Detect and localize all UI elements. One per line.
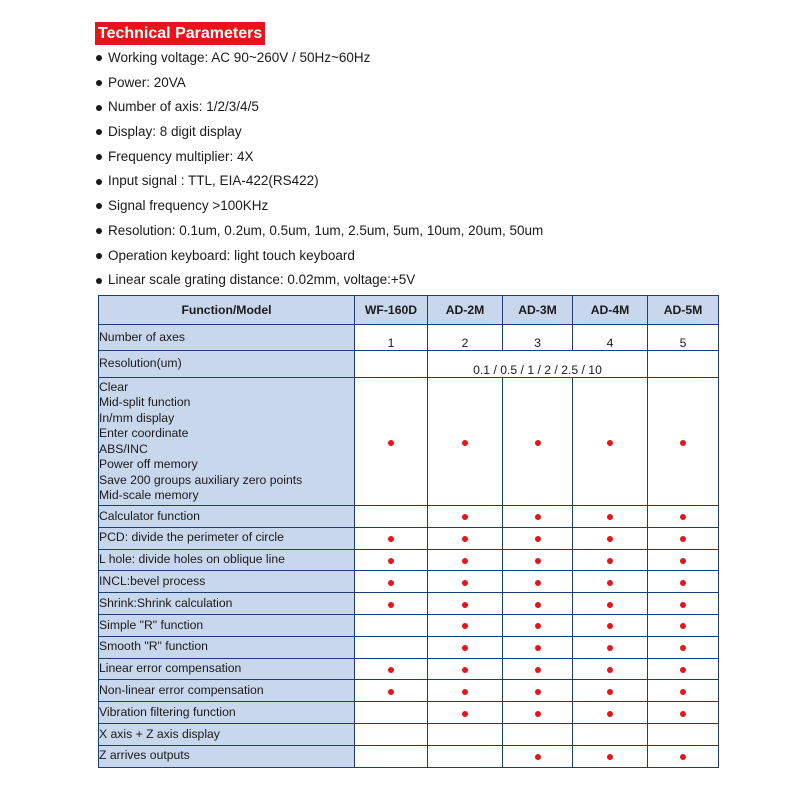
parameter-item (96, 95, 543, 120)
support-cell (355, 614, 428, 636)
row-label: PCD: divide the perimeter of circle (99, 527, 355, 549)
row-label: Smooth "R" function (99, 636, 355, 658)
supported-dot-icon (607, 580, 613, 586)
support-cell (503, 680, 573, 702)
support-cell (648, 680, 719, 702)
support-cell (573, 680, 648, 702)
basic-function-item: ABS/INC (99, 441, 148, 456)
support-cell (648, 614, 719, 636)
supported-dot-icon (462, 711, 468, 717)
supported-dot-icon (535, 558, 541, 564)
support-cell (428, 614, 503, 636)
supported-dot-icon (535, 754, 541, 760)
support-cell (648, 527, 719, 549)
table-header-row (99, 296, 719, 325)
supported-dot-icon (535, 645, 541, 651)
support-cell (503, 658, 573, 680)
bullet-icon (96, 228, 102, 234)
supported-dot-icon (535, 580, 541, 586)
table-row (99, 658, 719, 680)
supported-dot-icon (607, 754, 613, 760)
parameter-text: Input signal : TTL, EIA-422(RS422) (108, 173, 319, 189)
supported-dot-icon (462, 645, 468, 651)
support-cell (503, 527, 573, 549)
support-cell (503, 745, 573, 767)
supported-dot-icon (680, 689, 686, 695)
table-row (99, 571, 719, 593)
basic-functions-label (99, 378, 355, 506)
header-model: AD-2M (428, 296, 503, 325)
support-cell (428, 378, 503, 506)
supported-dot-icon (535, 536, 541, 542)
basic-function-item: Mid-scale memory (99, 488, 199, 502)
support-cell (355, 378, 428, 506)
support-cell (355, 658, 428, 680)
supported-dot-icon (680, 558, 686, 564)
row-label: L hole: divide holes on oblique line (99, 549, 355, 571)
supported-dot-icon (388, 440, 394, 446)
support-cell (503, 702, 573, 724)
support-cell (355, 506, 428, 528)
resolution-empty-cell (648, 351, 719, 378)
supported-dot-icon (388, 580, 394, 586)
supported-dot-icon (607, 711, 613, 717)
bullet-icon (96, 154, 102, 160)
supported-dot-icon (462, 536, 468, 542)
parameter-item (96, 268, 543, 293)
supported-dot-icon (680, 514, 686, 520)
supported-dot-icon (388, 667, 394, 673)
parameter-list (96, 46, 543, 293)
axes-value: 3 (503, 325, 573, 351)
support-cell (648, 571, 719, 593)
bullet-icon (96, 203, 102, 209)
support-cell (428, 702, 503, 724)
basic-function-item: Clear (99, 379, 129, 394)
row-label: Number of axes (99, 325, 355, 351)
parameter-text: Working voltage: AC 90~260V / 50Hz~60Hz (108, 50, 371, 65)
support-cell (503, 636, 573, 658)
support-cell (503, 506, 573, 528)
table-row-resolution (99, 351, 719, 378)
support-cell (573, 593, 648, 615)
bullet-icon (96, 55, 102, 61)
row-label: X axis + Z axis display (99, 723, 355, 745)
basic-function-item: Save 200 groups auxiliary zero points (99, 472, 303, 487)
support-cell (355, 723, 428, 745)
row-label: Linear error compensation (99, 658, 355, 680)
table-row (99, 723, 719, 745)
supported-dot-icon (462, 514, 468, 520)
table-row (99, 745, 719, 767)
parameter-item (96, 145, 543, 170)
support-cell (573, 506, 648, 528)
table-row (99, 702, 719, 724)
header-function-model: Function/Model (99, 296, 355, 325)
function-model-table (98, 295, 719, 768)
support-cell (503, 593, 573, 615)
supported-dot-icon (607, 558, 613, 564)
supported-dot-icon (680, 667, 686, 673)
supported-dot-icon (607, 667, 613, 673)
supported-dot-icon (388, 689, 394, 695)
parameter-text: Power: 20VA (108, 74, 186, 90)
table-row (99, 614, 719, 636)
support-cell (355, 702, 428, 724)
bullet-icon (96, 253, 102, 259)
section-title: Technical Parameters (95, 22, 265, 45)
table-row-basic-functions (99, 378, 719, 506)
supported-dot-icon (607, 623, 613, 629)
supported-dot-icon (607, 440, 613, 446)
supported-dot-icon (388, 558, 394, 564)
supported-dot-icon (607, 514, 613, 520)
support-cell (428, 636, 503, 658)
parameter-item (96, 120, 543, 145)
support-cell (428, 745, 503, 767)
supported-dot-icon (388, 602, 394, 608)
supported-dot-icon (680, 536, 686, 542)
resolution-empty-cell (355, 351, 428, 378)
supported-dot-icon (607, 602, 613, 608)
support-cell (648, 378, 719, 506)
support-cell (573, 745, 648, 767)
axes-value: 2 (428, 325, 503, 351)
row-label: Calculator function (99, 506, 355, 528)
support-cell (648, 636, 719, 658)
support-cell (648, 702, 719, 724)
support-cell (573, 614, 648, 636)
support-cell (573, 636, 648, 658)
axes-value: 4 (573, 325, 648, 351)
parameter-text: Number of axis: 1/2/3/4/5 (108, 99, 259, 115)
supported-dot-icon (462, 623, 468, 629)
table-row (99, 680, 719, 702)
bullet-icon (96, 105, 102, 111)
basic-function-item: In/mm display (99, 410, 175, 425)
supported-dot-icon (680, 440, 686, 446)
bullet-icon (96, 278, 102, 284)
bullet-icon (96, 80, 102, 86)
parameter-text: Operation keyboard: light touch keyboard (108, 247, 355, 263)
support-cell (573, 702, 648, 724)
row-label: Z arrives outputs (99, 745, 355, 767)
support-cell (648, 745, 719, 767)
row-label: Simple "R" function (99, 614, 355, 636)
row-label: Non-linear error compensation (99, 680, 355, 702)
support-cell (503, 723, 573, 745)
supported-dot-icon (680, 645, 686, 651)
supported-dot-icon (680, 711, 686, 717)
support-cell (428, 723, 503, 745)
support-cell (355, 745, 428, 767)
support-cell (648, 658, 719, 680)
supported-dot-icon (607, 689, 613, 695)
supported-dot-icon (535, 623, 541, 629)
support-cell (573, 723, 648, 745)
support-cell (428, 549, 503, 571)
row-label: Vibration filtering function (99, 702, 355, 724)
axes-value: 5 (648, 325, 719, 351)
table-row (99, 527, 719, 549)
header-model: AD-5M (648, 296, 719, 325)
support-cell (648, 549, 719, 571)
support-cell (503, 378, 573, 506)
supported-dot-icon (535, 514, 541, 520)
table-row (99, 593, 719, 615)
support-cell (573, 571, 648, 593)
supported-dot-icon (535, 689, 541, 695)
table-row (99, 549, 719, 571)
parameter-text: Signal frequency >100KHz (108, 198, 269, 214)
support-cell (573, 378, 648, 506)
support-cell (428, 527, 503, 549)
parameter-item (96, 244, 543, 269)
supported-dot-icon (462, 602, 468, 608)
table-row (99, 506, 719, 528)
axes-value: 1 (355, 325, 428, 351)
bullet-icon (96, 129, 102, 135)
supported-dot-icon (607, 536, 613, 542)
supported-dot-icon (535, 602, 541, 608)
support-cell (573, 549, 648, 571)
table-row (99, 636, 719, 658)
supported-dot-icon (462, 558, 468, 564)
supported-dot-icon (462, 689, 468, 695)
row-label: Shrink:Shrink calculation (99, 593, 355, 615)
basic-function-item: Power off memory (99, 457, 198, 471)
support-cell (355, 527, 428, 549)
parameter-item (96, 194, 543, 219)
header-model: AD-3M (503, 296, 573, 325)
support-cell (355, 571, 428, 593)
support-cell (355, 593, 428, 615)
support-cell (428, 658, 503, 680)
supported-dot-icon (462, 667, 468, 673)
support-cell (428, 506, 503, 528)
support-cell (573, 658, 648, 680)
supported-dot-icon (607, 645, 613, 651)
parameter-item (96, 219, 543, 244)
support-cell (648, 506, 719, 528)
support-cell (503, 571, 573, 593)
parameter-item (96, 169, 543, 194)
support-cell (573, 527, 648, 549)
resolution-value: 0.1 / 0.5 / 1 / 2 / 2.5 / 10 (428, 351, 648, 378)
row-label: Resolution(um) (99, 351, 355, 378)
supported-dot-icon (535, 711, 541, 717)
parameter-text: Linear scale grating distance: 0.02mm, voltage:+5V (108, 272, 416, 288)
supported-dot-icon (462, 440, 468, 446)
supported-dot-icon (680, 754, 686, 760)
parameter-item (96, 71, 543, 96)
parameter-item (96, 46, 543, 71)
support-cell (355, 680, 428, 702)
supported-dot-icon (680, 623, 686, 629)
supported-dot-icon (388, 536, 394, 542)
supported-dot-icon (680, 602, 686, 608)
supported-dot-icon (535, 667, 541, 673)
basic-function-item: Mid-split function (99, 395, 191, 409)
bullet-icon (96, 179, 102, 185)
support-cell (355, 636, 428, 658)
header-model: WF-160D (355, 296, 428, 325)
supported-dot-icon (680, 580, 686, 586)
support-cell (648, 723, 719, 745)
parameter-text: Resolution: 0.1um, 0.2um, 0.5um, 1um, 2.5um, 5um, 10um, 20um, 50um (108, 222, 544, 238)
row-label: INCL:bevel process (99, 571, 355, 593)
support-cell (355, 549, 428, 571)
support-cell (428, 593, 503, 615)
supported-dot-icon (462, 580, 468, 586)
parameter-text: Display: 8 digit display (108, 124, 242, 140)
header-model: AD-4M (573, 296, 648, 325)
support-cell (503, 614, 573, 636)
table-row-axes (99, 325, 719, 351)
basic-function-item: Enter coordinate (99, 426, 189, 440)
support-cell (648, 593, 719, 615)
support-cell (428, 571, 503, 593)
support-cell (503, 549, 573, 571)
parameter-text: Frequency multiplier: 4X (108, 148, 254, 164)
supported-dot-icon (535, 440, 541, 446)
support-cell (428, 680, 503, 702)
